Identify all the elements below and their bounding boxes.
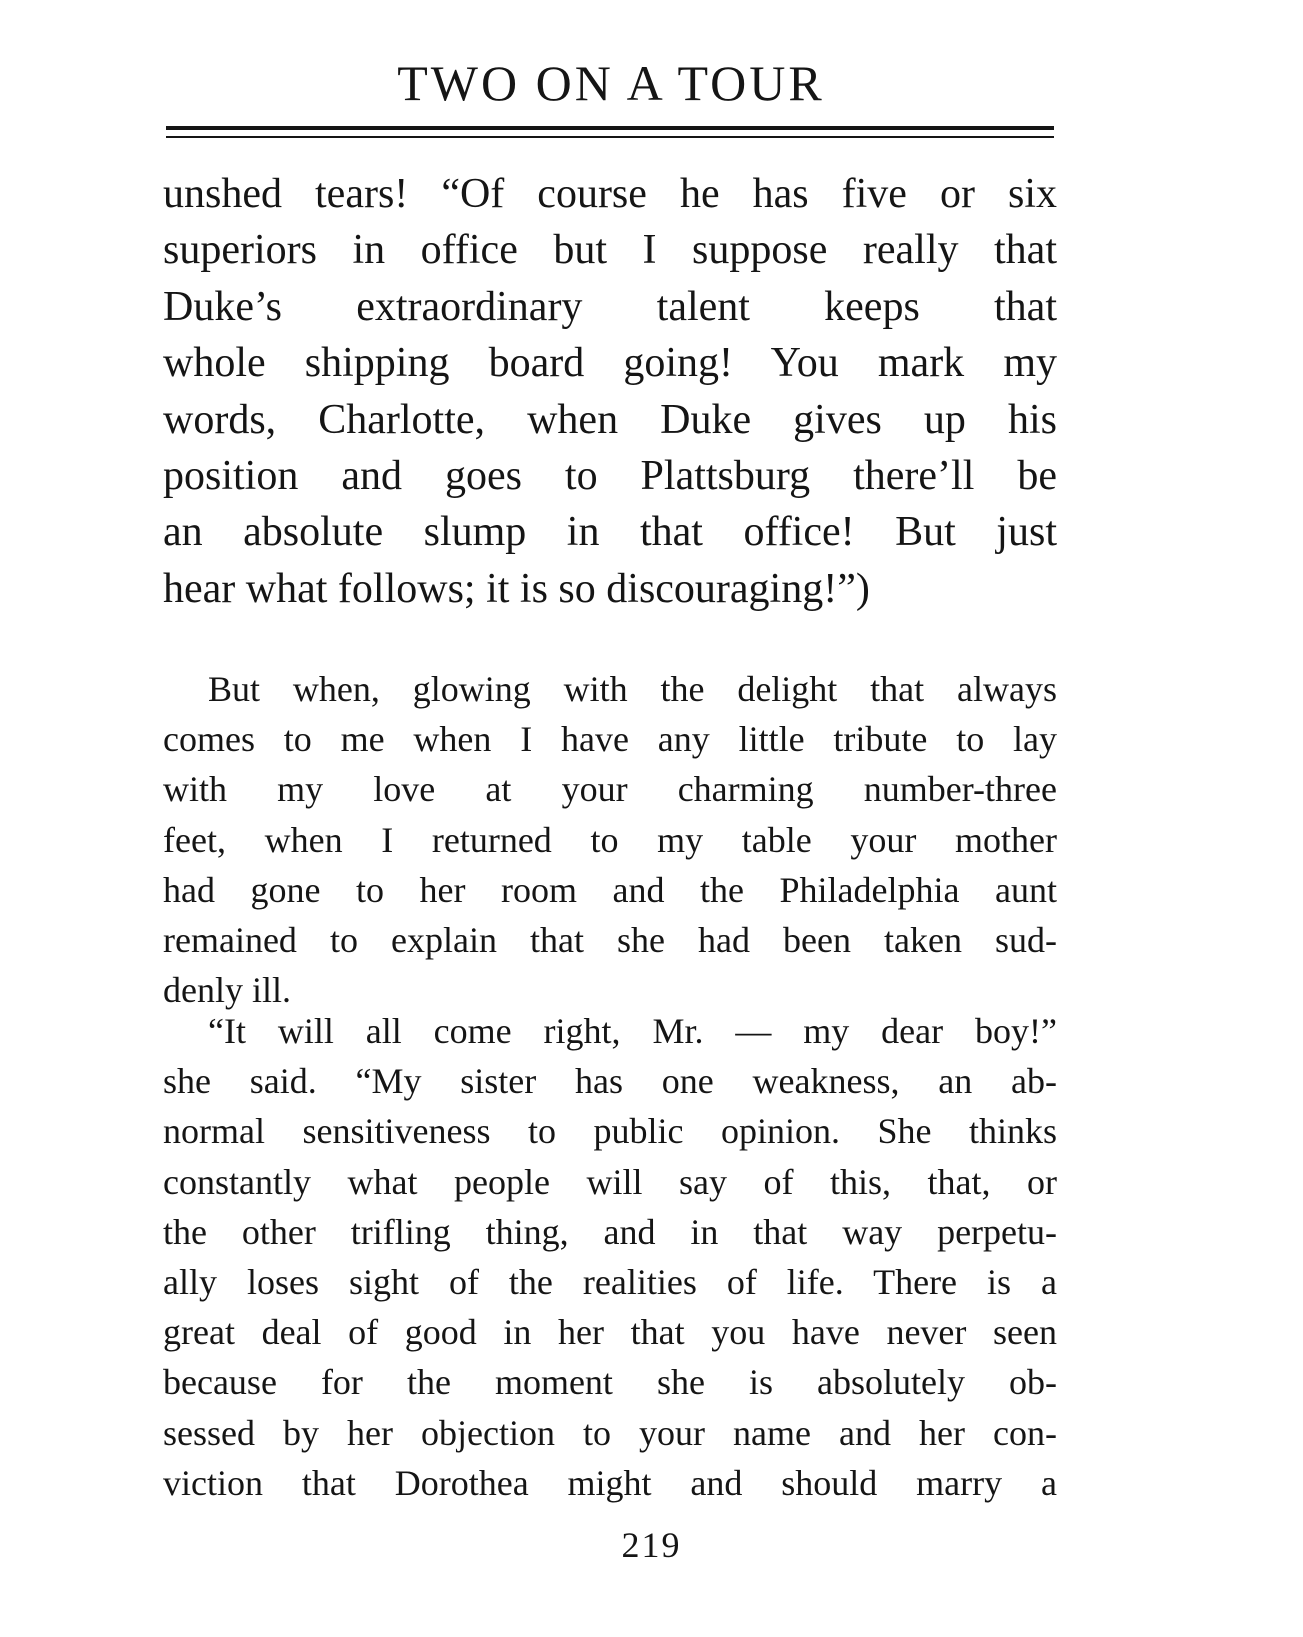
text-line: she said. “My sister has one weakness, an ab- [163,1061,1057,1102]
page-number: 219 [621,1525,682,1565]
text-line: the other trifling thing, and in that way perpetu- [163,1211,1057,1252]
running-head: TWO ON A TOUR [397,55,825,111]
text-line: unshed tears! “Of course he has five or six [163,171,1057,217]
text-line: constantly what people will say of this, that, or [163,1161,1057,1202]
text-line: Duke’s extraordinary talent keeps that [163,283,1057,330]
text-line: normal sensitiveness to public opinion. She thinks [163,1111,1057,1152]
text-line: remained to explain that she had been taken sud- [163,920,1057,961]
header-rule-thin [166,136,1054,138]
text-line: denly ill. [163,970,291,1011]
text-line: had gone to her room and the Philadelphia aunt [163,869,1057,910]
text-line: because for the moment she is absolutely ob- [163,1362,1057,1403]
text-line: hear what follows; it is so discouraging!”) [163,565,870,612]
text-line: with my love at your charming number-three [163,769,1057,810]
text-line: viction that Dorothea might and should marry a [163,1462,1057,1503]
text-line: superiors in office but I suppose really that [163,227,1057,274]
text-line: whole shipping board going! You mark my [163,340,1057,387]
text-line: great deal of good in her that you have never seen [163,1312,1057,1353]
letter-paragraph [163,166,1057,617]
text-line: position and goes to Plattsburg there’ll be [163,453,1057,500]
text-line: words, Charlotte, when Duke gives up his [163,396,1057,443]
text-line: sessed by her objection to your name and her con- [163,1412,1057,1453]
text-line: ally loses sight of the realities of life. There is a [163,1262,1057,1303]
header-rule-thick [166,126,1054,130]
text-line: But when, glowing with the delight that always [208,669,1057,709]
paragraph-two [163,664,1057,1015]
text-line: “It will all come right, Mr. — my dear boy!” [208,1011,1057,1051]
text-line: comes to me when I have any little tribute to lay [163,719,1057,760]
text-line: an absolute slump in that office! But just [163,509,1057,556]
paragraph-three [163,1006,1057,1508]
text-line: feet, when I returned to my table your mother [163,819,1057,860]
